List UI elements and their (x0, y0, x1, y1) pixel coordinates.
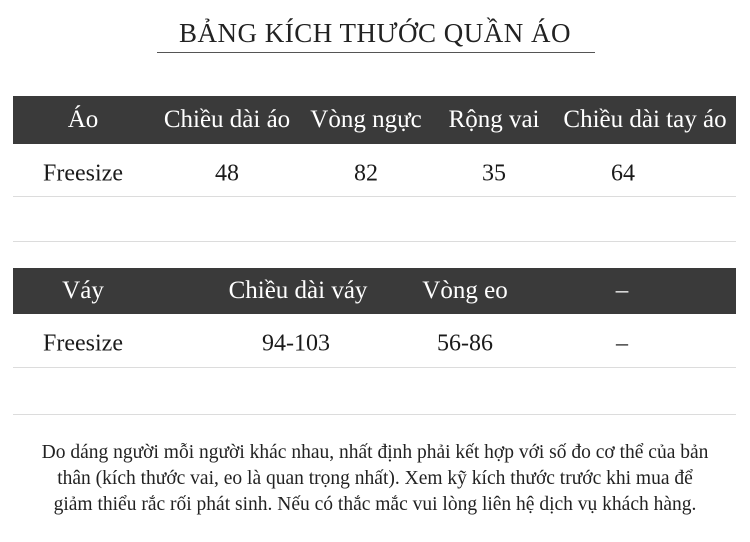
table-cell: 94-103 (262, 330, 330, 357)
table-cell: – (616, 330, 628, 357)
skirt-table-header (13, 268, 736, 314)
skirt-table-row (13, 320, 736, 368)
header-cell-rong-vai: Rộng vai (448, 106, 540, 133)
table-cell: Freesize (43, 330, 123, 357)
header-cell-vay: Váy (62, 277, 104, 304)
shirt-table-header (13, 96, 736, 144)
table-cell: Freesize (43, 160, 123, 187)
page-title: BẢNG KÍCH THƯỚC QUẦN ÁO (179, 18, 571, 48)
table-cell: 56-86 (437, 330, 493, 357)
table-cell: 82 (354, 160, 378, 187)
table-cell: 35 (482, 160, 506, 187)
size-advice-note (20, 440, 730, 518)
header-cell-empty: – (615, 277, 629, 304)
note-line: thân (kích thước vai, eo là quan trọng nhất). Xem kỹ kích thước trước khi mua để (57, 468, 693, 489)
shirt-table-row (13, 150, 736, 198)
table-cell: 64 (611, 160, 635, 187)
title-underline (157, 52, 595, 53)
row-divider (13, 196, 736, 197)
row-divider (13, 367, 736, 368)
row-divider (13, 414, 736, 415)
header-cell-vong-nguc: Vòng ngực (310, 106, 422, 133)
row-divider (13, 241, 736, 242)
note-line: Do dáng người mỗi người khác nhau, nhất định phải kết hợp với số đo cơ thể của bản (41, 442, 709, 463)
note-line: giảm thiểu rắc rối phát sinh. Nếu có thắc mắc vui lòng liên hệ dịch vụ khách hàng. (53, 494, 697, 515)
table-cell: 48 (215, 160, 239, 187)
header-cell-vong-eo: Vòng eo (422, 277, 508, 304)
header-cell-ao: Áo (67, 106, 99, 133)
header-cell-chieu-dai-tay-ao: Chiều dài tay áo (563, 106, 727, 133)
header-cell-chieu-dai-ao: Chiều dài áo (163, 106, 291, 133)
header-cell-chieu-dai-vay: Chiều dài váy (228, 277, 368, 304)
